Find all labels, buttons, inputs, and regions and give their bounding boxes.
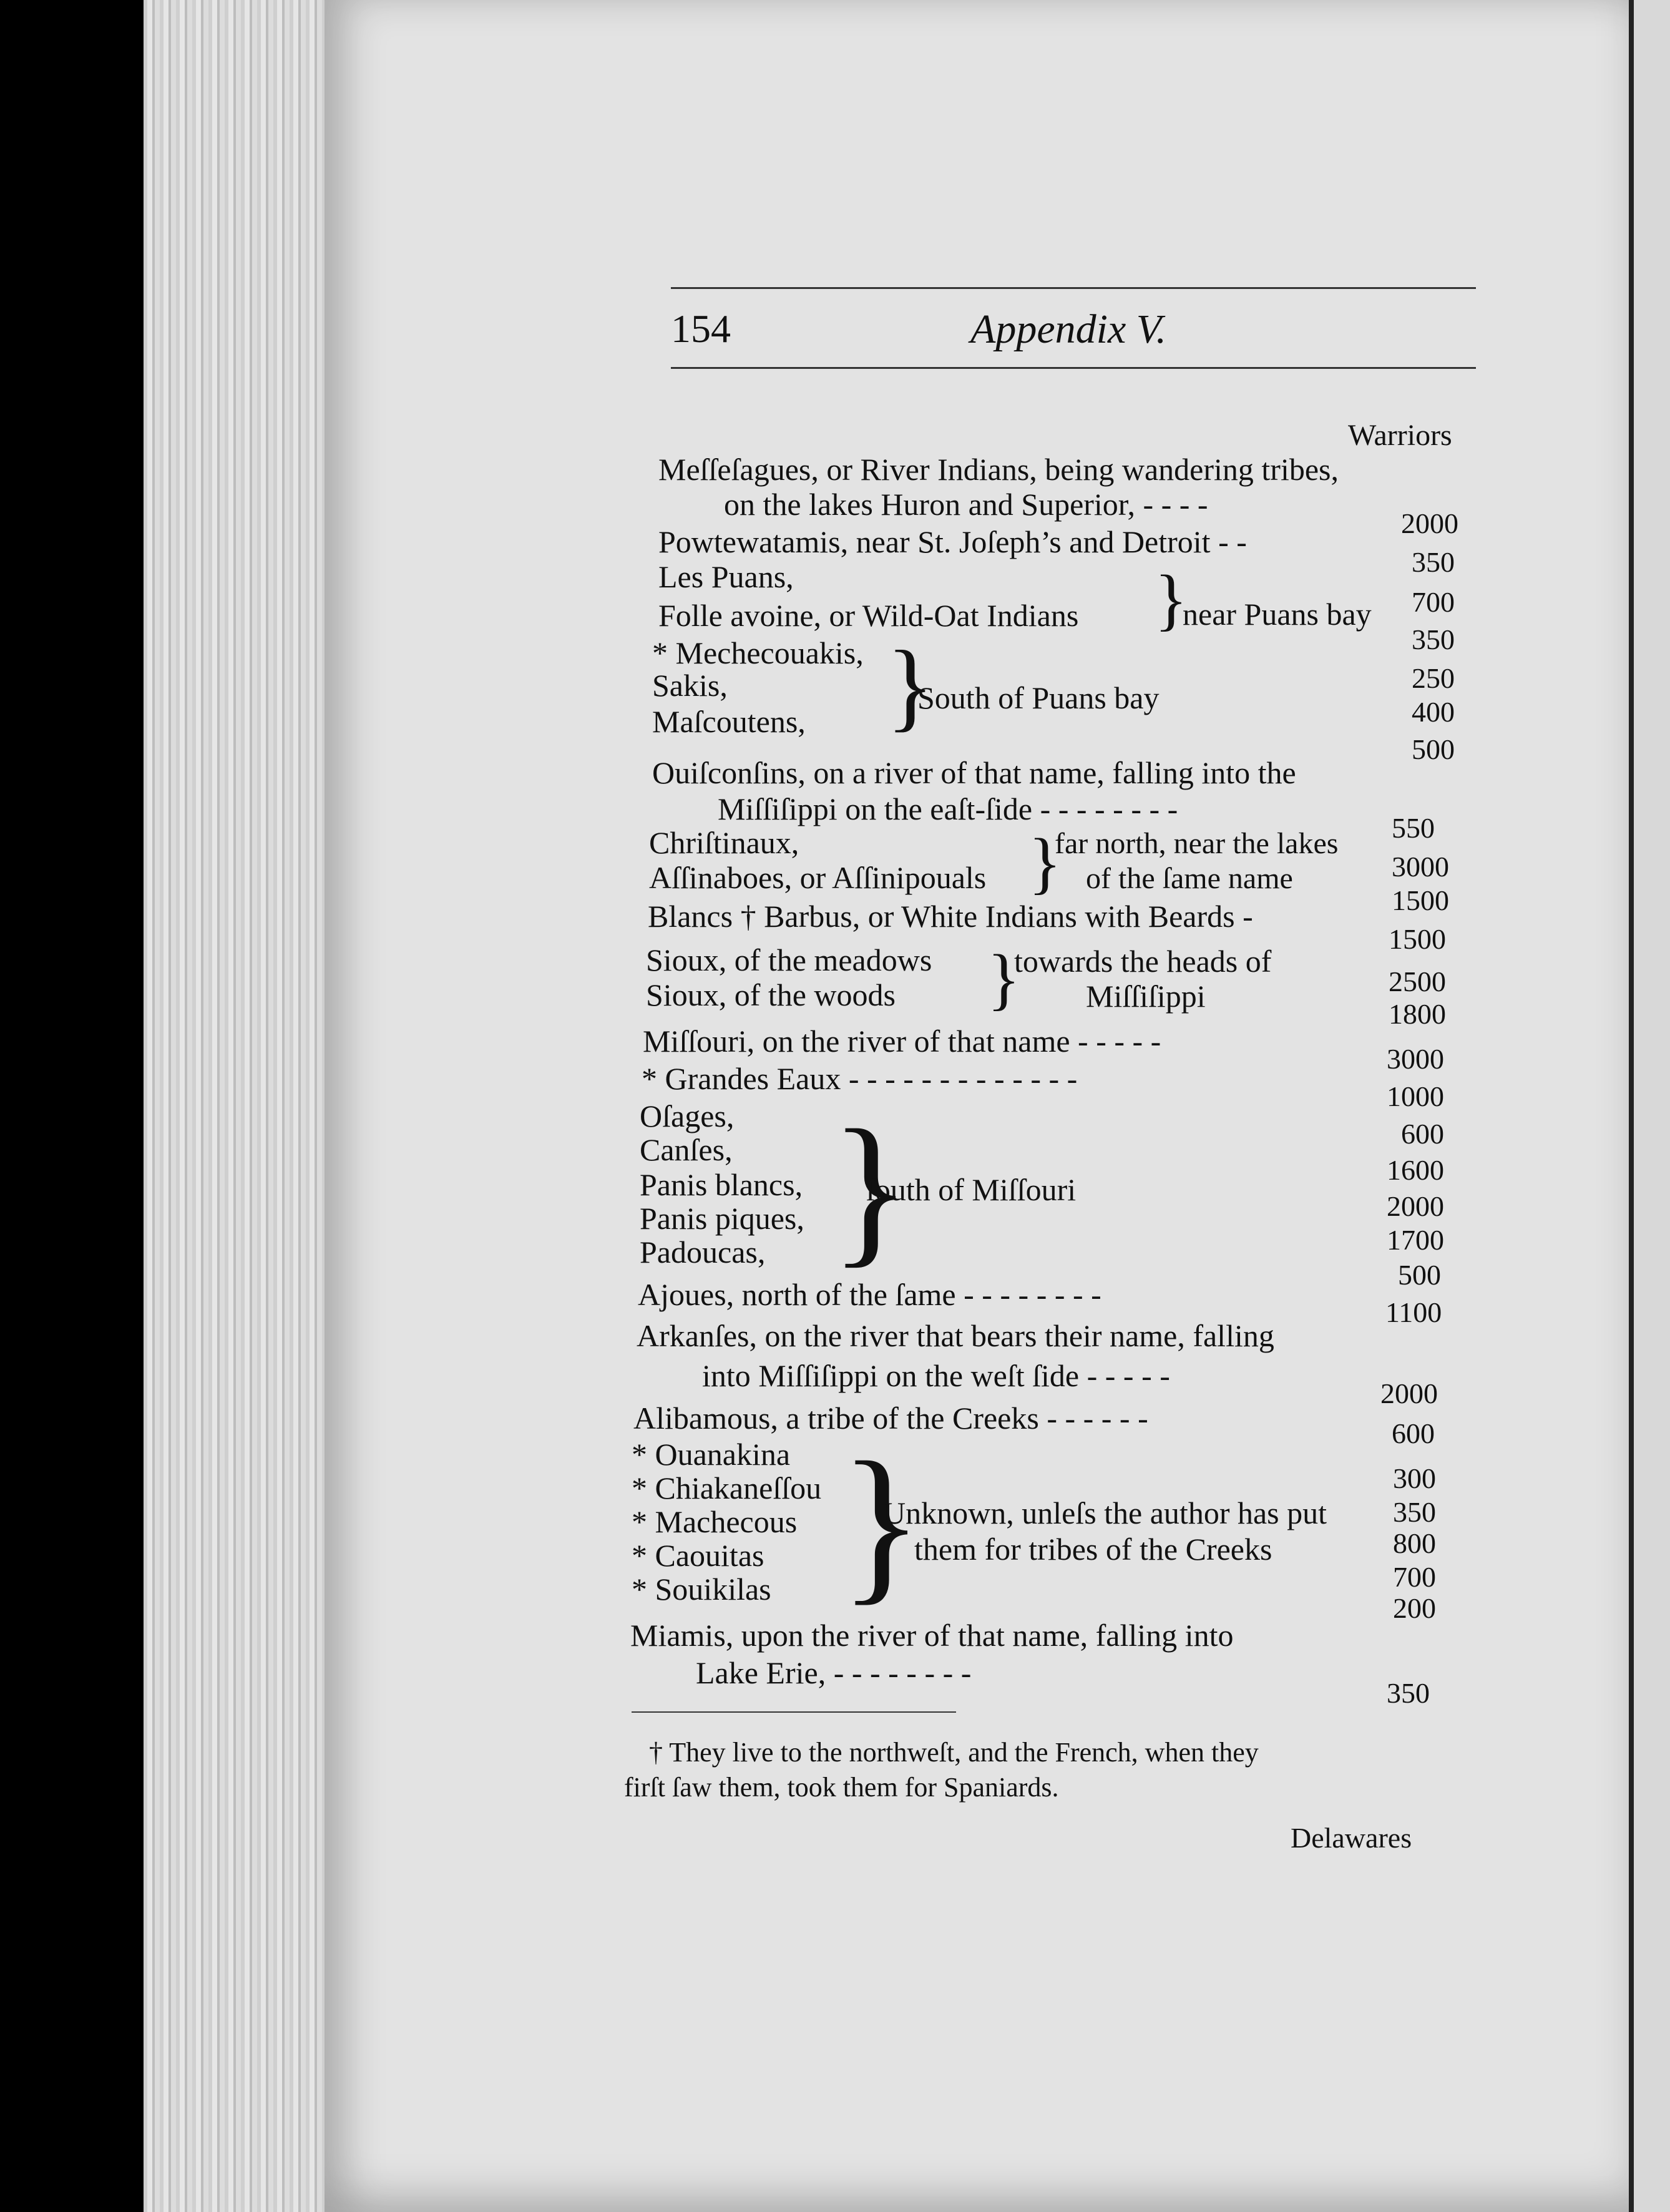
- warrior-count: 600: [1401, 1118, 1444, 1150]
- warrior-count: 2000: [1380, 1378, 1438, 1409]
- catchword: Delawares: [1291, 1822, 1412, 1854]
- entry-line: * Souikilas: [632, 1572, 771, 1607]
- brace: }: [1155, 561, 1188, 637]
- warrior-count: 500: [1412, 733, 1455, 765]
- brace: }: [987, 941, 1020, 1017]
- entry-line: Padoucas,: [640, 1235, 766, 1270]
- entry-line: Miſſouri, on the river of that name - - - - -: [643, 1024, 1161, 1059]
- entry-line: * Caouitas: [632, 1538, 764, 1573]
- entry-line: Blancs † Barbus, or White Indians with Beards -: [648, 899, 1253, 934]
- warrior-count: 1500: [1389, 923, 1446, 955]
- header-rule: [671, 367, 1476, 369]
- warrior-count: 300: [1393, 1462, 1436, 1494]
- entry-line: Folle avoine, or Wild-Oat Indians: [658, 598, 1079, 633]
- entry-line: Les Puans,: [658, 559, 794, 594]
- entry-line: Miamis, upon the river of that name, falling into: [630, 1618, 1234, 1653]
- footnote-line: firſt ſaw them, took them for Spaniards.: [624, 1772, 1059, 1803]
- entry-line: Ajoues, north of the ſame - - - - - - - -: [638, 1277, 1101, 1312]
- entry-line: Panis blancs,: [640, 1167, 803, 1202]
- warrior-count: 2000: [1401, 507, 1458, 539]
- warrior-count: 350: [1387, 1677, 1430, 1709]
- top-rule: [671, 287, 1476, 289]
- entry-line: * Grandes Eaux - - - - - - - - - - - - -: [642, 1061, 1078, 1096]
- column-heading: Warriors: [1348, 419, 1452, 452]
- warrior-count: 700: [1412, 586, 1455, 618]
- entry-line: Arkanſes, on the river that bears their name, falling: [637, 1318, 1274, 1353]
- warrior-count: 1700: [1387, 1224, 1444, 1256]
- warrior-count: 600: [1392, 1417, 1435, 1449]
- entry-line: Sioux, of the woods: [646, 977, 896, 1012]
- entry-line: Miſſiſippi on the eaſt-ſide - - - - - - - -: [718, 791, 1178, 826]
- entry-line: Sakis,: [652, 668, 728, 703]
- entry-line: * Chiakaneſſou: [632, 1471, 822, 1505]
- running-title: Appendix V.: [970, 306, 1167, 352]
- warrior-count: 3000: [1387, 1043, 1444, 1075]
- warrior-count: 1600: [1387, 1154, 1444, 1186]
- next-page-edge: [1629, 0, 1670, 2212]
- running-header: [671, 300, 1476, 368]
- group-label: near Puans bay: [1183, 597, 1372, 632]
- group-label: ſouth of Miſſouri: [866, 1172, 1077, 1207]
- entry-line: on the lakes Huron and Superior, - - - -: [724, 487, 1208, 522]
- warrior-count: 2000: [1387, 1190, 1444, 1222]
- brace: }: [839, 1426, 924, 1620]
- warrior-count: 550: [1392, 812, 1435, 844]
- entry-line: Sioux, of the meadows: [646, 942, 932, 977]
- brace: }: [886, 630, 934, 741]
- entry-line: Alibamous, a tribe of the Creeks - - - - - -: [633, 1401, 1148, 1436]
- group-label: Unknown, unleſs the author has put: [883, 1495, 1327, 1530]
- entry-line: Maſcoutens,: [652, 704, 806, 739]
- page-stack-edges: [144, 0, 331, 2212]
- entry-line: Panis piques,: [640, 1201, 804, 1236]
- warrior-count: 500: [1398, 1259, 1441, 1291]
- group-label: Miſſiſippi: [1086, 979, 1206, 1014]
- group-label: far north, near the lakes: [1055, 827, 1339, 860]
- footnote-rule: [632, 1711, 956, 1713]
- footnote-line: † They live to the northweſt, and the French, when they: [649, 1737, 1259, 1768]
- entry-line: Meſſeſagues, or River Indians, being wandering tribes,: [658, 452, 1339, 487]
- entry-line: Powtewatamis, near St. Joſeph’s and Detroit - -: [658, 524, 1247, 559]
- brace: }: [1028, 825, 1062, 901]
- warrior-count: 250: [1412, 662, 1455, 694]
- entry-line: Chriſtinaux,: [649, 825, 799, 860]
- entry-line: Aſſinaboes, or Aſſinipouals: [649, 860, 987, 895]
- warrior-count: 350: [1412, 546, 1455, 578]
- entry-line: Lake Erie, - - - - - - - -: [696, 1655, 972, 1690]
- group-label: them for tribes of the Creeks: [914, 1532, 1272, 1567]
- entry-line: Oſages,: [640, 1099, 735, 1133]
- warrior-count: 200: [1393, 1592, 1436, 1624]
- brace: }: [830, 1095, 911, 1282]
- warrior-count: 3000: [1392, 851, 1449, 883]
- entry-line: * Mechecouakis,: [652, 635, 864, 670]
- warrior-count: 2500: [1389, 966, 1446, 997]
- group-label: towards the heads of: [1014, 944, 1272, 979]
- entry-line: Canſes,: [640, 1132, 733, 1167]
- entry-line: * Ouanakina: [632, 1437, 791, 1472]
- group-label: of the ſame name: [1086, 862, 1293, 895]
- entry-line: into Miſſiſippi on the weſt ſide - - - - -: [702, 1358, 1170, 1393]
- group-label: South of Puans bay: [917, 680, 1160, 715]
- warrior-count: 400: [1412, 696, 1455, 728]
- warrior-count: 1500: [1392, 884, 1449, 916]
- entry-line: * Machecous: [632, 1504, 798, 1539]
- warrior-count: 350: [1412, 624, 1455, 655]
- warrior-count: 350: [1393, 1496, 1436, 1528]
- warrior-count: 700: [1393, 1561, 1436, 1593]
- entry-line: Ouiſconſins, on a river of that name, falling into the: [652, 755, 1296, 790]
- page-number: 154: [671, 306, 731, 351]
- warrior-count: 1000: [1387, 1080, 1444, 1112]
- warrior-count: 1800: [1389, 998, 1446, 1030]
- warrior-count: 1100: [1385, 1296, 1442, 1328]
- warrior-count: 800: [1393, 1527, 1436, 1559]
